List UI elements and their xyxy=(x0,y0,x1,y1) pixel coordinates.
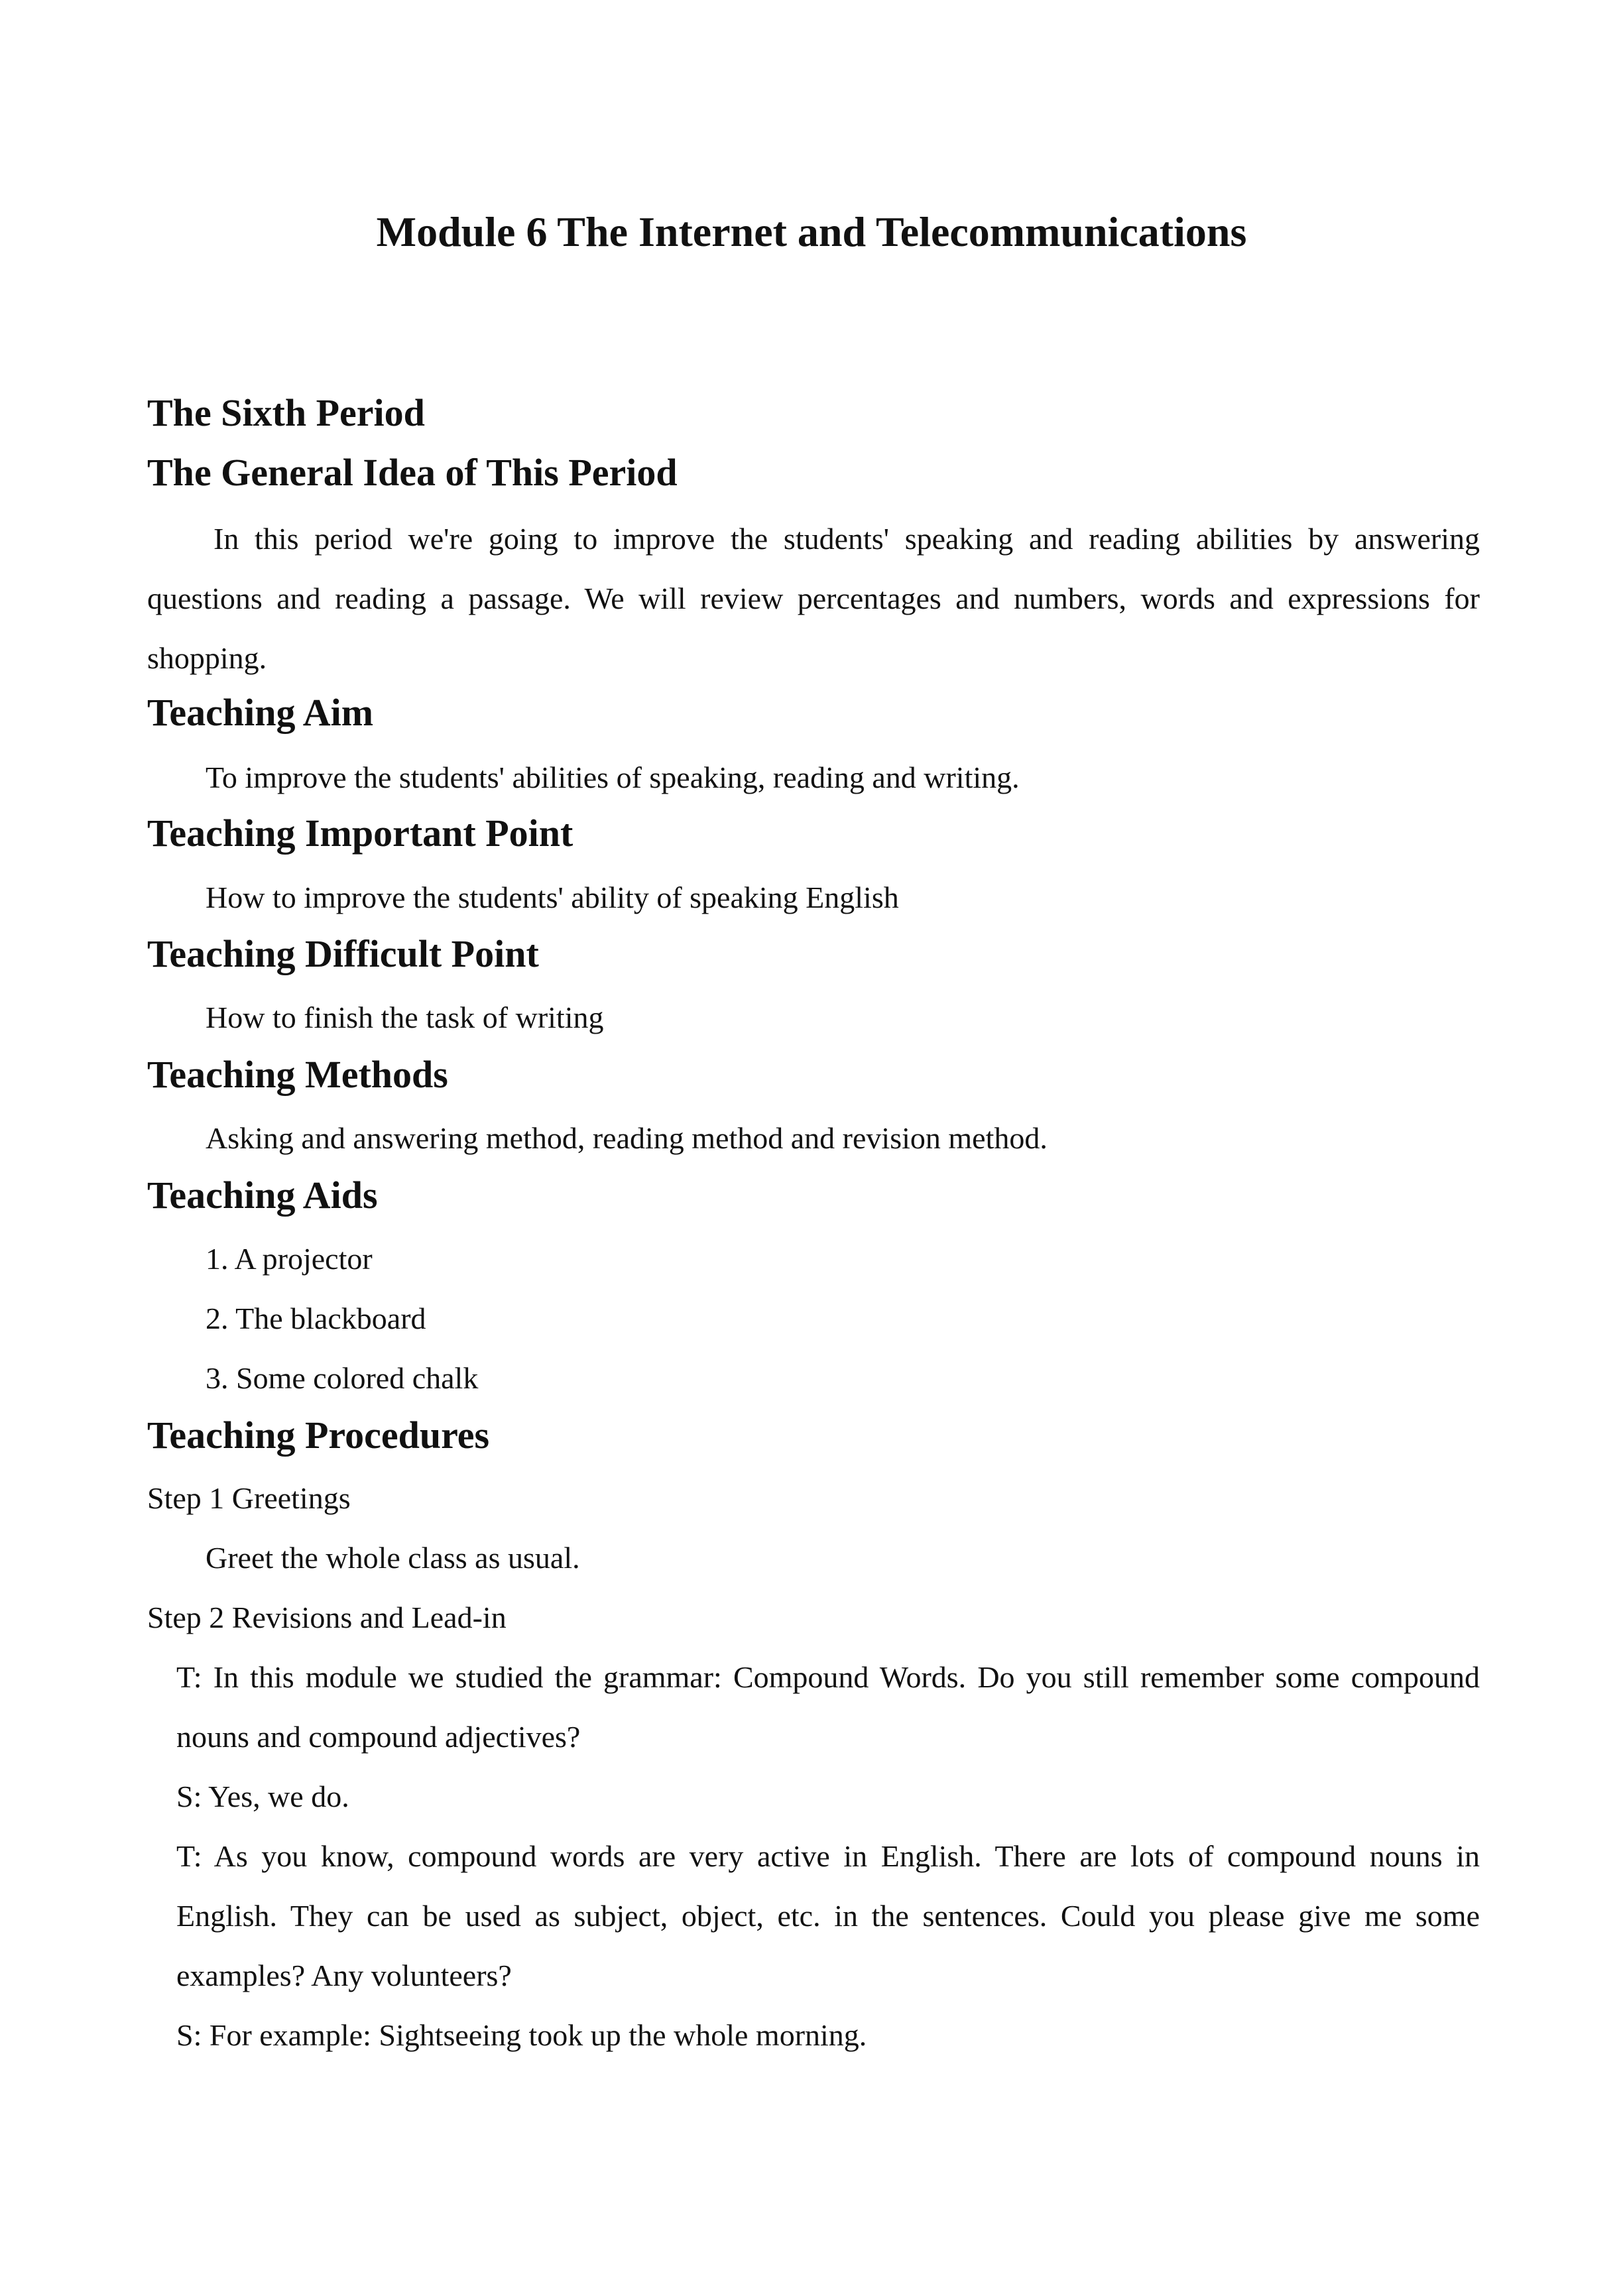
difficult-point-text: How to finish the task of writing xyxy=(206,1000,604,1034)
step2-label: Step 2 Revisions and Lead-in xyxy=(147,1601,507,1634)
methods-text: Asking and answering method, reading method and revision method. xyxy=(206,1121,1048,1155)
period-heading: The Sixth Period xyxy=(147,391,425,434)
general-idea-heading: The General Idea of This Period xyxy=(147,451,678,494)
step1-text: Greet the whole class as usual. xyxy=(206,1541,580,1575)
document-title: Module 6 The Internet and Telecommunications xyxy=(376,208,1247,255)
methods-heading: Teaching Methods xyxy=(147,1053,448,1096)
dialogue-line: S: For example: Sightseeing took up the whole morning. xyxy=(176,2018,867,2052)
general-idea-text: In this period we're going to improve the students' speaking and reading abilities by answering questions and reading a passage. We will review percentages and numbers, words and expressions for shopping. xyxy=(147,522,1480,675)
dialogue-line: T: In this module we studied the grammar: Compound Words. Do you still remember some compound nouns and compound adjectives? xyxy=(176,1660,1480,1754)
aim-text: To improve the students' abilities of speaking, reading and writing. xyxy=(206,760,1020,794)
important-point-text: How to improve the students' ability of speaking English xyxy=(206,880,899,914)
aids-item: 3. Some colored chalk xyxy=(206,1361,479,1395)
difficult-point-heading: Teaching Difficult Point xyxy=(147,932,539,975)
aim-heading: Teaching Aim xyxy=(147,691,374,734)
procedures-heading: Teaching Procedures xyxy=(147,1414,490,1457)
dialogue-line: T: As you know, compound words are very active in English. There are lots of compound nouns in English. They can be used as subject, object, etc. in the sentences. Could you please give me some examples? Any volunteers? xyxy=(176,1839,1480,1992)
dialogue-line: S: Yes, we do. xyxy=(176,1780,349,1813)
step1-label: Step 1 Greetings xyxy=(147,1481,351,1515)
important-point-heading: Teaching Important Point xyxy=(147,812,573,855)
aids-heading: Teaching Aids xyxy=(147,1174,378,1217)
aids-item: 2. The blackboard xyxy=(206,1301,426,1335)
aids-item: 1. A projector xyxy=(206,1242,373,1276)
